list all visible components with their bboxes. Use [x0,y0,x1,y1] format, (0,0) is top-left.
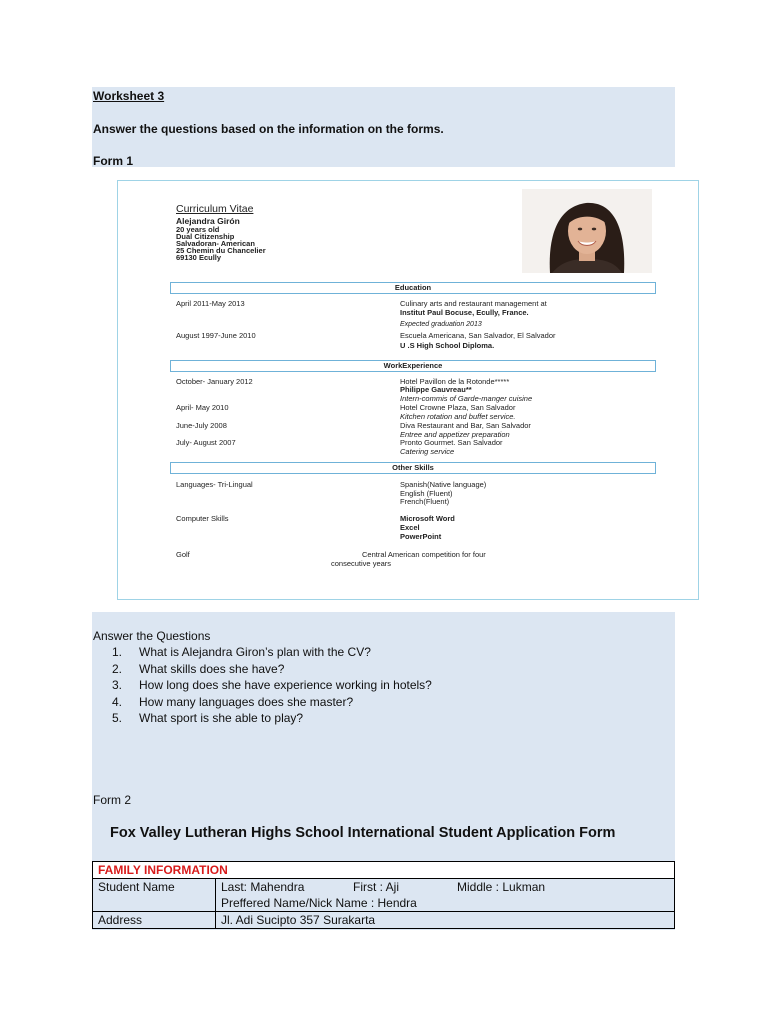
cv-work-line: Catering service [400,447,455,456]
nick-name: Preffered Name/Nick Name : Hendra [221,896,417,910]
list-item: 4. How many languages does she master? [112,694,354,709]
cv-edu-line: Expected graduation 2013 [400,321,482,328]
section-header: FAMILY INFORMATION [93,862,675,879]
cv-skill-line: French(Fluent) [400,497,450,506]
middle-name: Middle : Lukman [457,880,546,894]
family-information-table [92,861,675,929]
questions-heading: Answer the Questions [93,629,211,643]
cv-skill-label: Golf [176,550,190,559]
cv-edu-date-1: April 2011-May 2013 [176,299,245,308]
cv-section-skills: Other Skills [170,462,656,474]
cv-edu-line: Institut Paul Bocuse, Ecully, France. [400,308,529,317]
cv-skill-line: Microsoft Word [400,514,455,523]
cv-work-line: Entree and appetizer preparation [400,430,510,439]
instruction-text: Answer the questions based on the information on the forms. [93,122,444,136]
cv-heading: Curriculum Vitae [176,203,254,215]
list-item: 3. How long does she have experience working in hotels? [112,678,432,692]
cv-work-date: June-July 2008 [176,421,227,430]
list-item: 5. What sport is she able to play? [112,711,304,725]
cv-form-image [117,180,699,600]
profile-photo [522,189,652,273]
student-name-label: Student Name [93,879,216,912]
list-item: 2. What skills does she have? [112,661,285,676]
questions-list [112,644,432,727]
cv-edu-date-2: August 1997-June 2010 [176,331,256,340]
cv-skill-label: Languages- Tri-Lingual [176,480,253,489]
worksheet-title: Worksheet 3 [93,89,165,103]
cv-skill-line: Excel [400,523,420,532]
form1-label: Form 1 [93,154,134,168]
cv-work-line: Kitchen rotation and buffet service. [400,412,516,421]
cv-work-date: April- May 2010 [176,403,229,412]
cv-skill-line: English (Fluent) [400,489,453,498]
cv-edu-line: Escuela Americana, San Salvador, El Salvador [400,331,556,340]
cv-work-line: Philippe Gauvreau** [400,385,472,394]
cv-section-work: WorkExperience [170,360,656,372]
last-name: Last: Mahendra [221,880,305,894]
cv-skill-line: Central American competition for four [362,550,486,559]
student-name-cell [216,879,675,912]
cv-work-date: July- August 2007 [176,438,236,447]
cv-work-line: Pronto Gourmet. San Salvador [400,438,503,447]
cv-skill-line: consecutive years [331,559,392,568]
address-value: Jl. Adi Sucipto 357 Surakarta [216,912,675,929]
cv-work-date: October- January 2012 [176,377,253,386]
cv-work-line: Hotel Pavillon de la Rotonde***** [400,377,510,386]
form2-label: Form 2 [93,793,132,807]
list-item: 1. What is Alejandra Giron’s plan with the CV? [112,645,371,659]
cv-work-line: Diva Restaurant and Bar, San Salvador [400,421,531,430]
first-name: First : Aji [353,880,400,894]
cv-info-nationality: Salvadoran- American [176,239,255,248]
cv-info-age: 20 years old [176,225,220,234]
cv-skill-label: Computer Skills [176,514,229,523]
form2-title: Fox Valley Lutheran Highs School International Student Application Form [110,825,616,841]
cv-edu-line: Culinary arts and restaurant management at [400,299,547,308]
cv-work-line: Hotel Crowne Plaza, San Salvador [400,403,516,412]
cv-skill-line: PowerPoint [400,532,442,541]
cv-section-education: Education [170,282,656,294]
cv-edu-line: U .S High School Diploma. [400,341,495,350]
cv-info-street: 25 Chemin du Chancelier [176,246,266,255]
cv-skill-line: Spanish(Native language) [400,480,487,489]
cv-info-citizenship: Dual Citizenship [176,232,235,241]
cv-info-city: 69130 Ecully [176,253,222,262]
cv-name: Alejandra Girón [176,216,240,226]
address-label: Address [93,912,216,929]
cv-work-line: Intern-commis of Garde-manger cuisine [400,394,533,403]
